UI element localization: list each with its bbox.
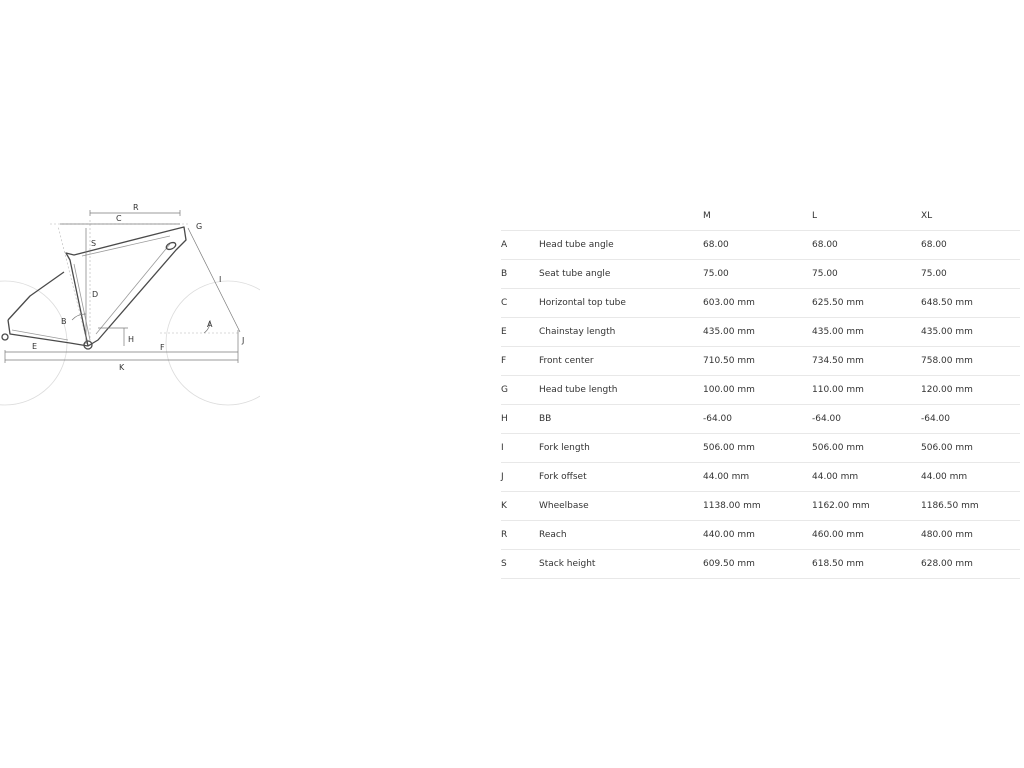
row-key: K — [501, 492, 539, 521]
table-row — [501, 434, 1020, 463]
row-key: G — [501, 376, 539, 405]
row-value-m: 68.00 — [703, 231, 812, 260]
row-value-xl: 44.00 mm — [921, 463, 1020, 492]
row-name: Fork length — [539, 434, 703, 463]
frame-outline — [8, 227, 186, 346]
row-value-m: 75.00 — [703, 260, 812, 289]
row-value-m: 609.50 mm — [703, 550, 812, 579]
table-row — [501, 492, 1020, 521]
frame-inner-lines — [12, 236, 170, 340]
geometry-table-header — [501, 202, 1020, 231]
label-i: I — [219, 275, 222, 284]
label-d: D — [92, 290, 99, 299]
label-h: H — [128, 335, 135, 344]
row-name: Chainstay length — [539, 318, 703, 347]
label-b: B — [61, 317, 67, 326]
frame-geometry-svg — [0, 200, 260, 410]
row-name: Head tube length — [539, 376, 703, 405]
row-key: B — [501, 260, 539, 289]
row-value-m: 603.00 mm — [703, 289, 812, 318]
row-value-m: 710.50 mm — [703, 347, 812, 376]
row-value-m: 1138.00 mm — [703, 492, 812, 521]
row-key: A — [501, 231, 539, 260]
table-row — [501, 347, 1020, 376]
row-name: Reach — [539, 521, 703, 550]
header-name-cell — [539, 202, 703, 231]
header-row — [501, 202, 1020, 231]
row-value-m: 44.00 mm — [703, 463, 812, 492]
head-tube-badge — [165, 241, 177, 251]
table-row — [501, 260, 1020, 289]
label-j: J — [242, 336, 245, 345]
label-e: E — [32, 342, 38, 351]
row-value-xl: -64.00 — [921, 405, 1020, 434]
table-row — [501, 376, 1020, 405]
row-value-xl: 75.00 — [921, 260, 1020, 289]
table-row — [501, 289, 1020, 318]
row-key: S — [501, 550, 539, 579]
row-value-xl: 435.00 mm — [921, 318, 1020, 347]
label-c: C — [116, 214, 122, 223]
table-row — [501, 521, 1020, 550]
row-name: Fork offset — [539, 463, 703, 492]
row-name: Horizontal top tube — [539, 289, 703, 318]
size-header-m: M — [703, 202, 812, 231]
label-r: R — [133, 203, 139, 212]
seat-angle-arc — [72, 314, 86, 320]
row-value-l: 460.00 mm — [812, 521, 921, 550]
row-value-l: 110.00 mm — [812, 376, 921, 405]
front-wheel — [166, 281, 260, 405]
row-name: Stack height — [539, 550, 703, 579]
size-header-xl: XL — [921, 202, 1020, 231]
table-row — [501, 231, 1020, 260]
table-row — [501, 550, 1020, 579]
row-value-xl: 68.00 — [921, 231, 1020, 260]
row-value-xl: 1186.50 mm — [921, 492, 1020, 521]
table-row — [501, 463, 1020, 492]
row-name: BB — [539, 405, 703, 434]
fork-length-dimension — [188, 228, 240, 332]
table-row — [501, 318, 1020, 347]
size-header-l: L — [812, 202, 921, 231]
frame-geometry-diagram — [0, 200, 260, 410]
seat-tube-axis-line — [58, 226, 88, 346]
label-s: S — [91, 239, 97, 248]
row-key: R — [501, 521, 539, 550]
row-value-l: 625.50 mm — [812, 289, 921, 318]
row-value-xl: 480.00 mm — [921, 521, 1020, 550]
row-name: Front center — [539, 347, 703, 376]
row-value-xl: 628.00 mm — [921, 550, 1020, 579]
row-value-m: 435.00 mm — [703, 318, 812, 347]
row-key: H — [501, 405, 539, 434]
row-value-l: 1162.00 mm — [812, 492, 921, 521]
row-key: J — [501, 463, 539, 492]
row-value-l: 734.50 mm — [812, 347, 921, 376]
label-g: G — [196, 222, 203, 231]
table-row — [501, 405, 1020, 434]
row-value-xl: 506.00 mm — [921, 434, 1020, 463]
row-value-l: 618.50 mm — [812, 550, 921, 579]
geometry-table-body — [501, 231, 1020, 579]
header-key-cell — [501, 202, 539, 231]
row-name: Head tube angle — [539, 231, 703, 260]
row-value-xl: 120.00 mm — [921, 376, 1020, 405]
row-key: F — [501, 347, 539, 376]
row-key: I — [501, 434, 539, 463]
label-k: K — [119, 363, 125, 372]
row-name: Wheelbase — [539, 492, 703, 521]
row-key: E — [501, 318, 539, 347]
row-value-l: -64.00 — [812, 405, 921, 434]
seatstay — [8, 272, 64, 320]
row-value-xl: 648.50 mm — [921, 289, 1020, 318]
row-value-m: 100.00 mm — [703, 376, 812, 405]
row-value-xl: 758.00 mm — [921, 347, 1020, 376]
row-value-m: -64.00 — [703, 405, 812, 434]
row-value-l: 506.00 mm — [812, 434, 921, 463]
row-value-l: 44.00 mm — [812, 463, 921, 492]
geometry-table — [501, 202, 1020, 579]
row-value-l: 75.00 — [812, 260, 921, 289]
row-value-m: 506.00 mm — [703, 434, 812, 463]
row-key: C — [501, 289, 539, 318]
row-value-l: 435.00 mm — [812, 318, 921, 347]
row-value-m: 440.00 mm — [703, 521, 812, 550]
label-a: A — [207, 320, 213, 329]
row-name: Seat tube angle — [539, 260, 703, 289]
row-value-l: 68.00 — [812, 231, 921, 260]
rear-axle — [2, 334, 8, 340]
label-f: F — [160, 343, 165, 352]
